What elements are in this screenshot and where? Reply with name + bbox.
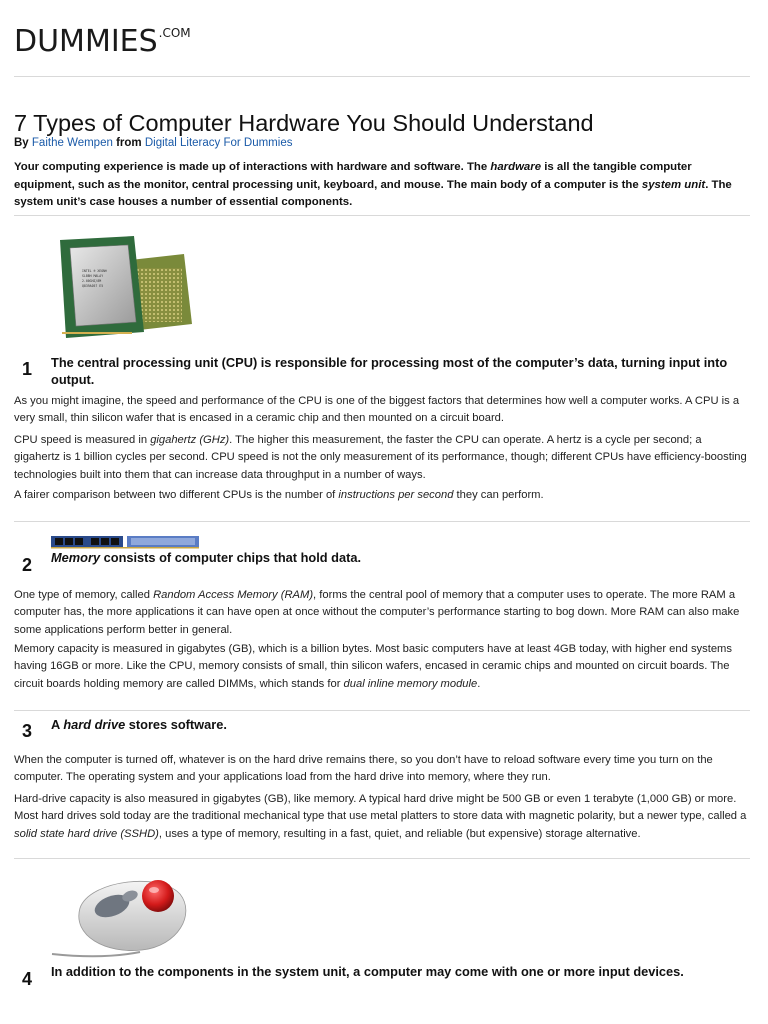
section-2-paragraph bbox=[14, 587, 750, 639]
from-label: from bbox=[116, 137, 142, 149]
book-link[interactable]: Digital Literacy For Dummies bbox=[144, 137, 293, 149]
paragraph-emphasis: dual inline memory module bbox=[343, 677, 478, 690]
heading-text: A bbox=[51, 717, 64, 732]
header-divider bbox=[14, 76, 750, 77]
section-1-paragraph bbox=[14, 432, 750, 484]
paragraph-text: Hard-drive capacity is also measured in gigabytes (GB), like memory. A typical hard drive might be 500 GB or even 1 terabyte (1,000 GB) or more. Most hard drives sold today are the traditional mechanical type that use metal platters to store data with magnetic polarity, but a newer type, called a bbox=[14, 793, 747, 823]
section-1-heading: The central processing unit (CPU) is responsible for processing most of the computer’s data, turning input into output. bbox=[51, 355, 728, 387]
section-3-paragraph: When the computer is turned off, whatever is on the hard drive remains there, so you don’t have to reload software every time you turn on the computer. The operating system and your applications load from the hard drive into memory, where they run. bbox=[14, 754, 713, 784]
paragraph-text: . bbox=[477, 677, 481, 690]
memory-image bbox=[51, 535, 199, 549]
paragraph-text: Memory capacity is measured in gigabytes (GB), which is a billion bytes. Most basic computers have at least 4GB today, with higher end systems having 16GB or more. Like the CPU, memory consists of small, thin silicon wafers, encased in ceramic chips and mounted on circuit boards. The circuit boards holding memory are called DIMMs, which stands for bbox=[14, 643, 732, 690]
intro-paragraph bbox=[14, 159, 750, 212]
paragraph-text: CPU speed is measured in bbox=[14, 434, 151, 446]
dummies-logo[interactable] bbox=[14, 24, 190, 59]
section-1-number: 1 bbox=[22, 359, 33, 379]
section-3-number: 3 bbox=[22, 721, 33, 741]
section-2-paragraph bbox=[14, 641, 750, 693]
cpu-image bbox=[52, 232, 198, 344]
byline bbox=[14, 137, 292, 149]
paragraph-emphasis: gigahertz (GHz) bbox=[150, 434, 230, 446]
section-divider bbox=[14, 710, 750, 711]
intro-text: . The system unit’s case houses a number of essential components. bbox=[14, 178, 732, 209]
paragraph-text: they can perform. bbox=[453, 489, 544, 501]
intro-text: is all the tangible computer equipment, such as the monitor, central processing unit, keyboard, and mouse. The main body of a computer is the bbox=[14, 161, 692, 191]
svg-text:INTEL ® XEON®: INTEL ® XEON® bbox=[82, 269, 107, 273]
logo-tld: .COM bbox=[158, 26, 191, 40]
paragraph-text: A fairer comparison between two different CPUs is the number of bbox=[14, 489, 339, 501]
heading-emphasis: hard drive bbox=[63, 717, 126, 732]
intro-emphasis: system unit bbox=[641, 178, 706, 191]
intro-emphasis: hardware bbox=[490, 161, 542, 173]
section-1-paragraph: As you might imagine, the speed and performance of the CPU is one of the biggest factors that determines how well a computer works. A CPU is a very small, thin silicon wafer that is encased in a ceramic chip and then mounted on a circuit board. bbox=[14, 395, 740, 425]
section-divider bbox=[14, 521, 750, 522]
paragraph-emphasis: solid state hard drive (SSHD) bbox=[14, 827, 159, 840]
section-divider bbox=[14, 215, 750, 216]
paragraph-emphasis: instructions per second bbox=[338, 489, 454, 501]
by-label: By bbox=[14, 137, 29, 149]
section-3-heading bbox=[51, 716, 741, 733]
logo-text: DUMMIES bbox=[14, 24, 158, 59]
svg-text:SLBBH MALAY: SLBBH MALAY bbox=[82, 274, 104, 278]
paragraph-text: , uses a type of memory, resulting in a fast, quiet, and reliable (but expensive) storage alternative. bbox=[158, 827, 641, 840]
trackball-mouse-image bbox=[50, 870, 200, 962]
heading-text: consists of computer chips that hold data. bbox=[100, 550, 362, 565]
section-2-heading bbox=[51, 549, 741, 566]
section-4-number: 4 bbox=[22, 969, 33, 989]
section-1-paragraph bbox=[14, 487, 750, 504]
paragraph-text: One type of memory, called bbox=[14, 589, 154, 601]
heading-text: stores software. bbox=[125, 717, 227, 732]
section-4-heading: In addition to the components in the system unit, a computer may come with one or more input devices. bbox=[51, 964, 684, 979]
paragraph-text: . The higher this measurement, the faster the CPU can operate. A hertz is a cycle per second; a gigahertz is 1 billion cycles per second. CPU speed is not the only measurement of its performance, though; different CPUs have efficiency-boosting technologies built into them that can increase data throughput in a number of ways. bbox=[14, 434, 747, 481]
article-title: 7 Types of Computer Hardware You Should Understand bbox=[14, 110, 594, 136]
section-divider bbox=[14, 858, 750, 859]
author-link[interactable]: Faithe Wempen bbox=[31, 137, 113, 149]
section-3-paragraph bbox=[14, 791, 750, 843]
section-2-number: 2 bbox=[22, 555, 33, 575]
paragraph-emphasis: Random Access Memory (RAM) bbox=[153, 589, 314, 601]
paragraph-text: , forms the central pool of memory that a computer uses to operate. The more RAM a computer has, the more applications it can have open at once without the computer’s performance starting to bog down. More RAM can also make some applications perform better in general. bbox=[14, 589, 740, 636]
svg-text:2.00GHZ/8M: 2.00GHZ/8M bbox=[82, 279, 102, 283]
svg-text:Q839A057 E5: Q839A057 E5 bbox=[82, 284, 104, 288]
intro-text: Your computing experience is made up of interactions with hardware and software. The bbox=[14, 161, 491, 173]
heading-emphasis: Memory bbox=[51, 550, 101, 565]
